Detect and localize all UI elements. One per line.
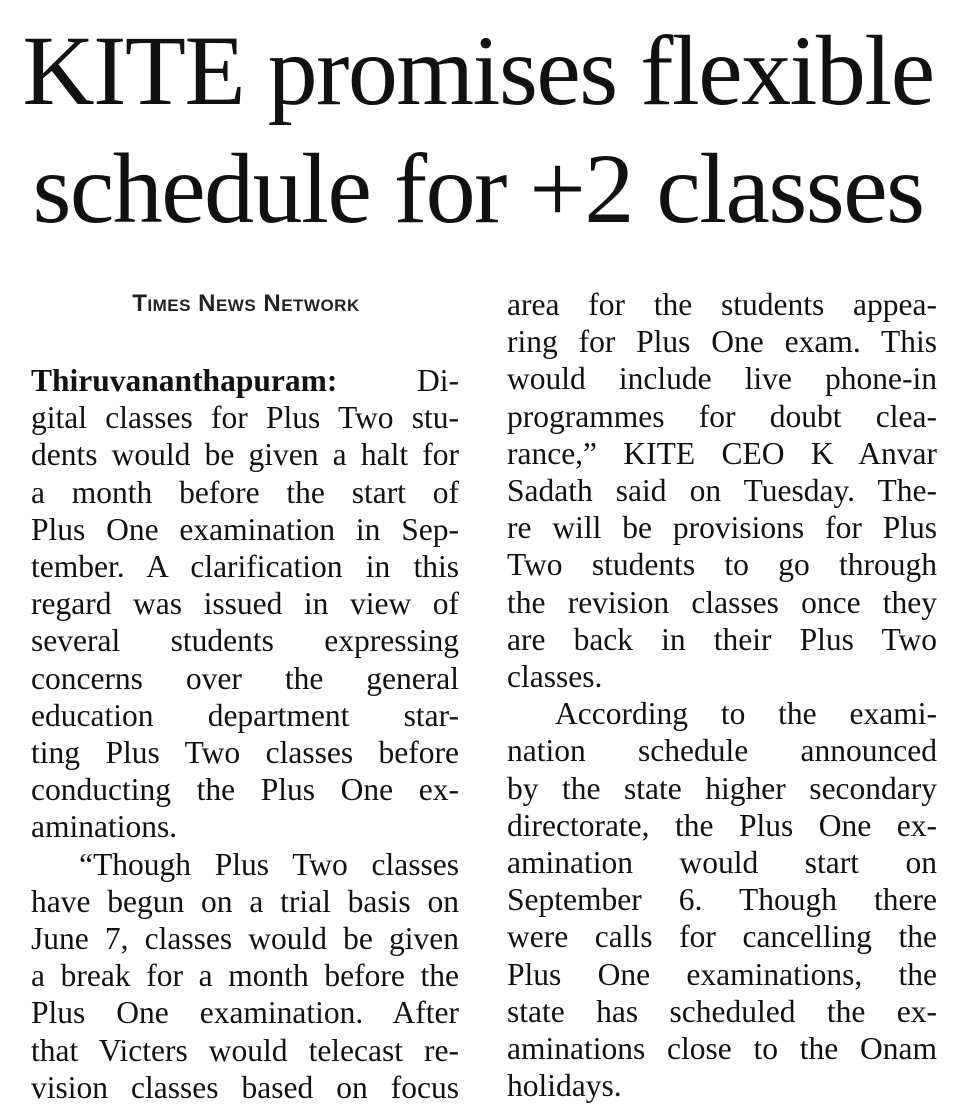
article-line: by the state higher secondary [507, 770, 937, 806]
article-line: state has scheduled the ex- [507, 993, 937, 1029]
dateline: Thiruvananthapuram: [31, 363, 338, 398]
article-line: rance,” KITE CEO K Anvar [507, 435, 937, 471]
article-line: According to the exami- [555, 696, 937, 732]
article-line: aminations close to the Onam [507, 1031, 937, 1067]
article-line: education department star- [31, 697, 459, 733]
article-line: classes. [507, 659, 603, 695]
article-line: area for the students appea- [507, 287, 937, 322]
article-line: Sadath said on Tuesday. The- [507, 473, 937, 509]
article-line: Plus One examination. After [31, 995, 459, 1031]
article-column-left [31, 362, 459, 1106]
byline: Times News Network [132, 290, 360, 317]
article-line: “Though Plus Two classes [79, 846, 459, 882]
article-line: a break for a month before the [31, 958, 459, 994]
headline-line-1: KITE promises flexible [22, 15, 934, 126]
article-line-text: Di- [337, 363, 459, 398]
article-line: September 6. Though there [507, 882, 937, 918]
article-line: June 7, classes would be given [31, 921, 459, 957]
article-line: nation schedule announced [507, 733, 937, 769]
article-line: are back in their Plus Two [507, 621, 937, 657]
article-line: the revision classes once they [507, 584, 937, 620]
headline-line-2: schedule for +2 classes [32, 133, 924, 244]
article-line: Two students to go through [507, 547, 937, 583]
article-line: programmes for doubt clea- [507, 398, 937, 434]
article-line: conducting the Plus One ex- [31, 772, 459, 808]
article-line: that Victers would telecast re- [31, 1032, 459, 1068]
article-line: ting Plus Two classes before [31, 735, 459, 771]
article-line: aminations. [31, 809, 178, 845]
article-line: concerns over the general [31, 660, 459, 696]
article-line: a month before the start of [31, 474, 459, 510]
headline [0, 12, 956, 248]
article-line: re will be provisions for Plus [507, 510, 937, 546]
article-line: dents would be given a halt for [31, 437, 459, 473]
article-line: Plus One examination in Sep- [31, 511, 459, 547]
article-line: holidays. [507, 1068, 622, 1104]
article-line: were calls for cancelling the [507, 919, 937, 955]
article-line: tember. A clarification in this [31, 549, 459, 585]
article-line: gital classes for Plus Two stu- [31, 400, 459, 436]
article-line: amination would start on [507, 845, 937, 881]
article-column-right [507, 286, 937, 1104]
article-line: ring for Plus One exam. This [507, 324, 937, 360]
article-line: vision classes based on focus [31, 1069, 459, 1105]
article-line: have begun on a trial basis on [31, 883, 459, 919]
article-line [31, 362, 459, 399]
article-line: Plus One examinations, the [507, 956, 937, 992]
article-line: directorate, the Plus One ex- [507, 807, 937, 843]
article-line: several students expressing [31, 623, 459, 659]
article-line: would include live phone-in [507, 361, 937, 397]
article-line: regard was issued in view of [31, 586, 459, 622]
